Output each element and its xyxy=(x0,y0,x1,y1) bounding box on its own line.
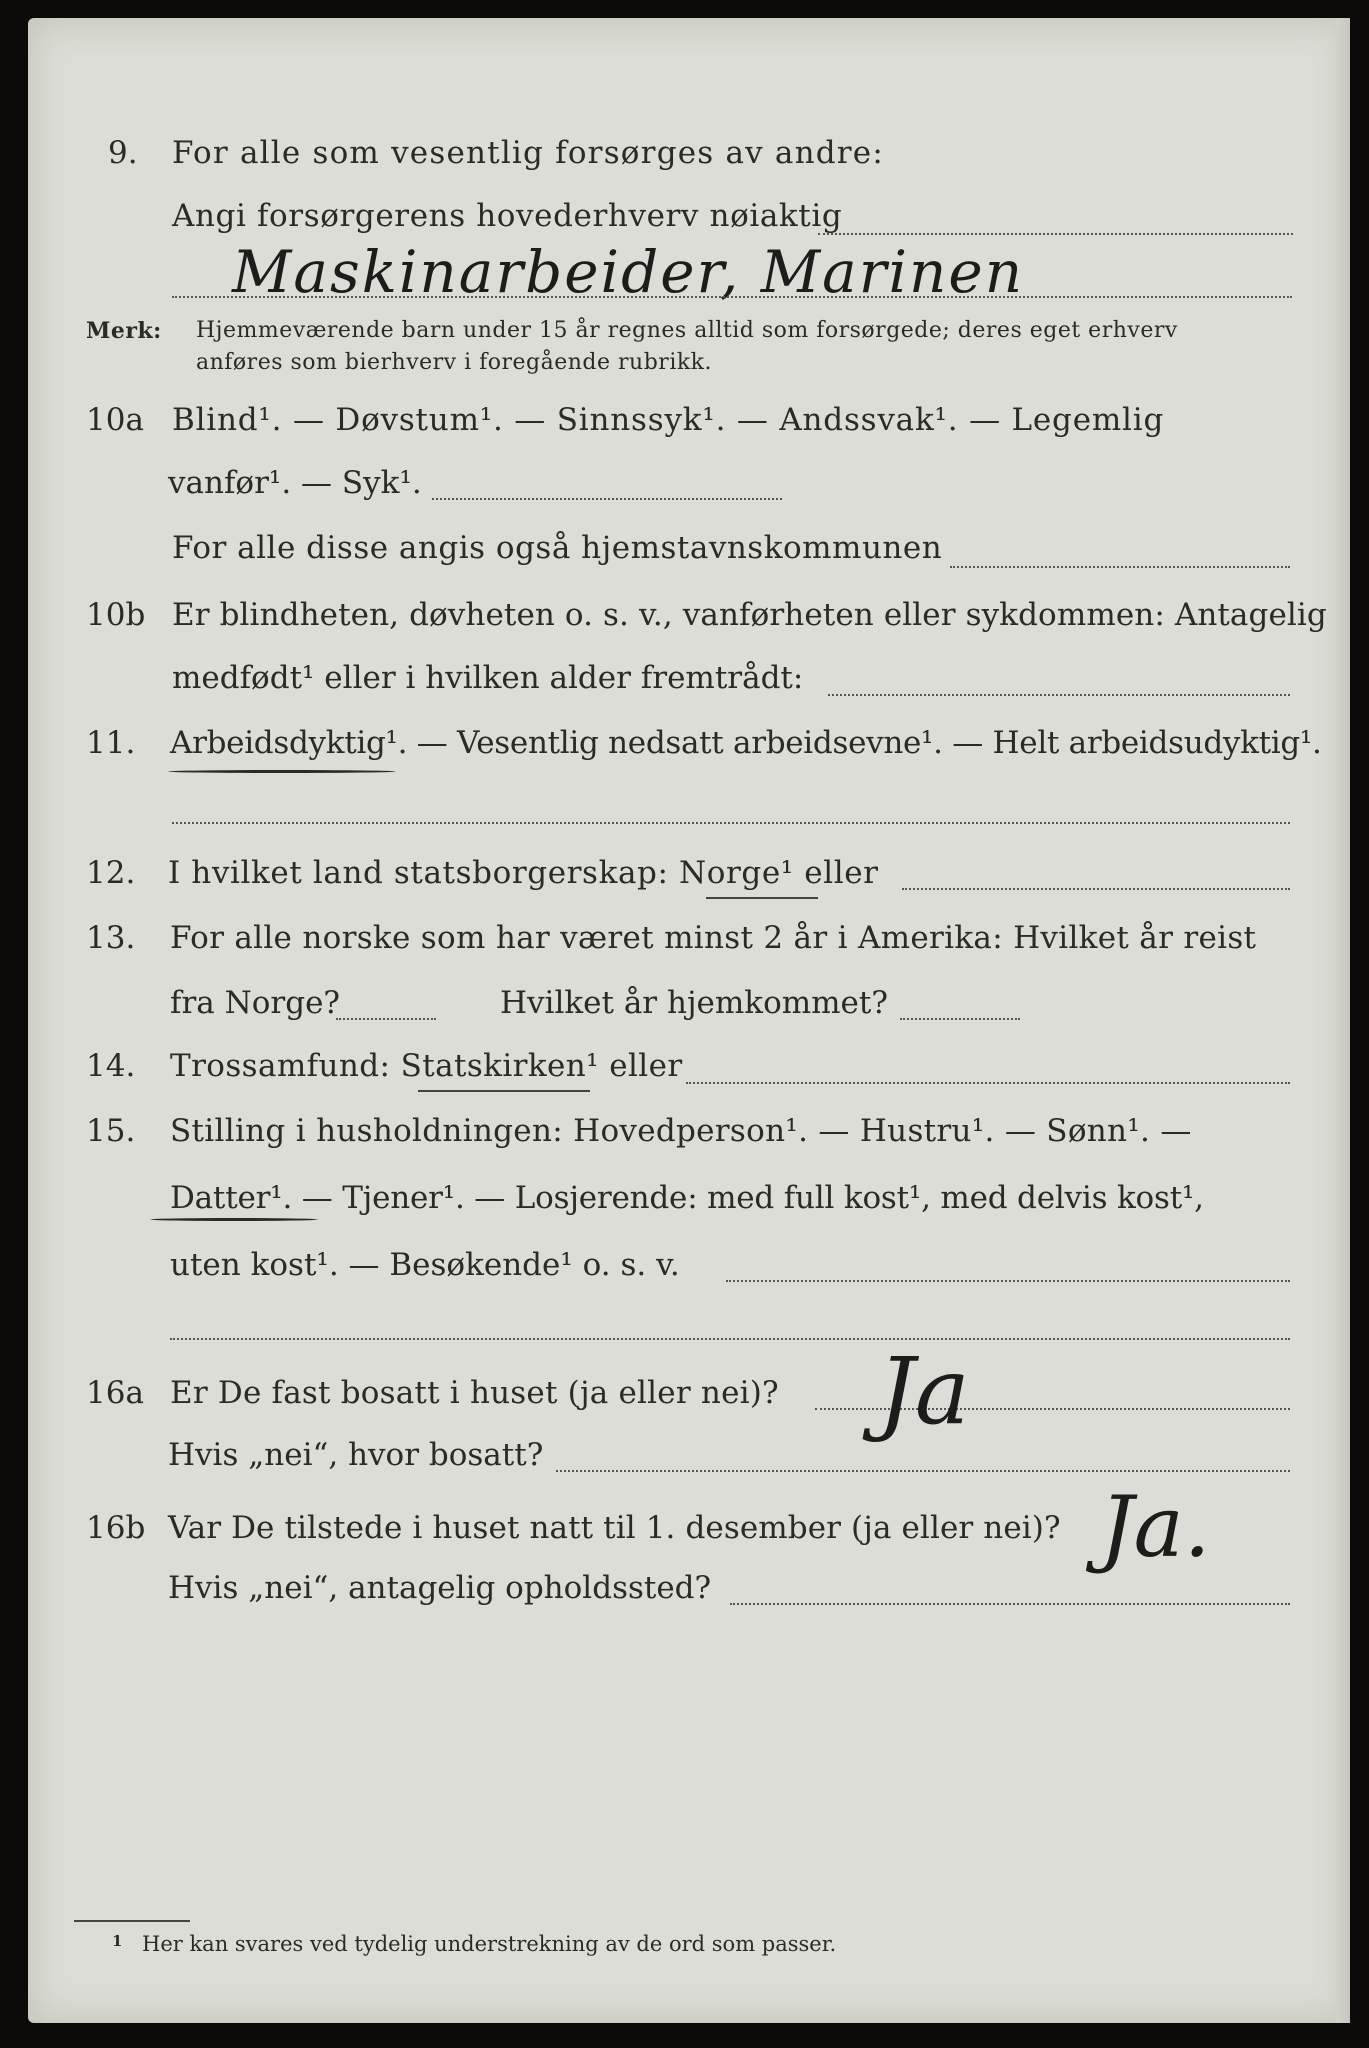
q15-line-3: uten kost¹. — Besøkende¹ o. s. v. xyxy=(170,1247,680,1283)
footnote-text: Her kan svares ved tydelig understrekning av de ord som passer. xyxy=(142,1932,837,1956)
q16b-handwritten-answer: Ja. xyxy=(1100,1478,1211,1576)
q11-underline-arbeidsdyktig xyxy=(168,770,396,773)
q11-answer-line xyxy=(172,822,1290,824)
q16a-number: 16a xyxy=(86,1375,144,1411)
q13-line-2b: Hvilket år hjemkommet? xyxy=(500,985,888,1021)
q14-line-1: Trossamfund: Statskirken¹ eller xyxy=(170,1048,683,1084)
q12-line-1: I hvilket land statsborgerskap: Norge¹ eller xyxy=(168,855,879,891)
footnote-mark: 1 xyxy=(112,1932,123,1950)
q11-line-1: Arbeidsdyktig¹. — Vesentlig nedsatt arbeidsevne¹. — Helt arbeidsudyktig¹. xyxy=(170,725,1322,761)
q13-line-2a: fra Norge? xyxy=(170,985,341,1021)
q10b-line-1: Er blindheten, døvheten o. s. v., vanførheten eller sykdommen: Antagelig xyxy=(172,597,1327,633)
q9-number: 9. xyxy=(108,135,138,171)
q14-number: 14. xyxy=(86,1048,136,1084)
q16a-line-1: Er De fast bosatt i huset (ja eller nei)? xyxy=(170,1375,779,1411)
q14-underline-statskirken xyxy=(418,1090,590,1092)
q9-answer-line xyxy=(818,233,1293,235)
q13-return-line xyxy=(900,1018,1020,1020)
q9-answer-line-2 xyxy=(172,296,1292,298)
q15-answer-line-2 xyxy=(170,1338,1290,1340)
q16b-line-1: Var De tilstede i huset natt til 1. desember (ja eller nei)? xyxy=(168,1510,1061,1546)
q10b-line-2: medfødt¹ eller i hvilken alder fremtrådt: xyxy=(172,660,804,696)
q16b-whereabouts-line xyxy=(730,1603,1290,1605)
q13-line-1: For alle norske som har været minst 2 år i Amerika: Hvilket år reist xyxy=(170,920,1257,956)
q16b-line-2: Hvis „nei“, antagelig opholdssted? xyxy=(168,1570,712,1606)
q12-underline-norge xyxy=(706,897,818,899)
q10b-number: 10b xyxy=(86,597,146,633)
q13-departure-line xyxy=(336,1018,436,1020)
q9-prompt: Angi forsørgerens hovederhverv nøiaktig xyxy=(172,198,843,234)
q11-number: 11. xyxy=(86,725,136,761)
q16b-number: 16b xyxy=(86,1510,146,1546)
merk-label: Merk: xyxy=(86,318,162,344)
merk-line-1: Hjemmeværende barn under 15 år regnes alltid som forsørgede; deres eget erhverv xyxy=(196,318,1178,343)
q10a-number: 10a xyxy=(86,402,144,438)
q15-number: 15. xyxy=(86,1113,136,1149)
q16a-handwritten-answer: Ja xyxy=(878,1338,970,1445)
q15-line-1: Stilling i husholdningen: Hovedperson¹. — Hustru¹. — Sønn¹. — xyxy=(170,1113,1192,1149)
footnote-rule xyxy=(74,1920,190,1922)
q16a-residence-line xyxy=(556,1470,1290,1472)
q10b-answer-line xyxy=(828,694,1290,696)
q13-number: 13. xyxy=(86,920,136,956)
q15-underline-datter xyxy=(150,1218,318,1221)
q14-answer-line xyxy=(686,1082,1290,1084)
q9-title: For alle som vesentlig forsørges av andre: xyxy=(172,135,884,171)
q15-line-2: Datter¹. — Tjener¹. — Losjerende: med full kost¹, med delvis kost¹, xyxy=(170,1180,1204,1216)
q10a-hometown-line xyxy=(950,566,1290,568)
q10a-answer-line xyxy=(432,498,782,500)
q10a-line-2: vanfør¹. — Syk¹. xyxy=(168,465,422,501)
q12-number: 12. xyxy=(86,855,136,891)
q9-handwritten-answer: Maskinarbeider, Marinen xyxy=(232,238,1025,306)
q10a-line-3: For alle disse angis også hjemstavnskommunen xyxy=(172,530,943,566)
q12-answer-line xyxy=(902,888,1290,890)
q15-answer-line xyxy=(726,1280,1290,1282)
q16a-line-2: Hvis „nei“, hvor bosatt? xyxy=(168,1437,544,1473)
q10a-line-1: Blind¹. — Døvstum¹. — Sinnssyk¹. — Andssvak¹. — Legemlig xyxy=(172,402,1165,438)
merk-line-2: anføres som bierhverv i foregående rubrikk. xyxy=(196,350,713,375)
page-edge xyxy=(1336,18,1350,2023)
